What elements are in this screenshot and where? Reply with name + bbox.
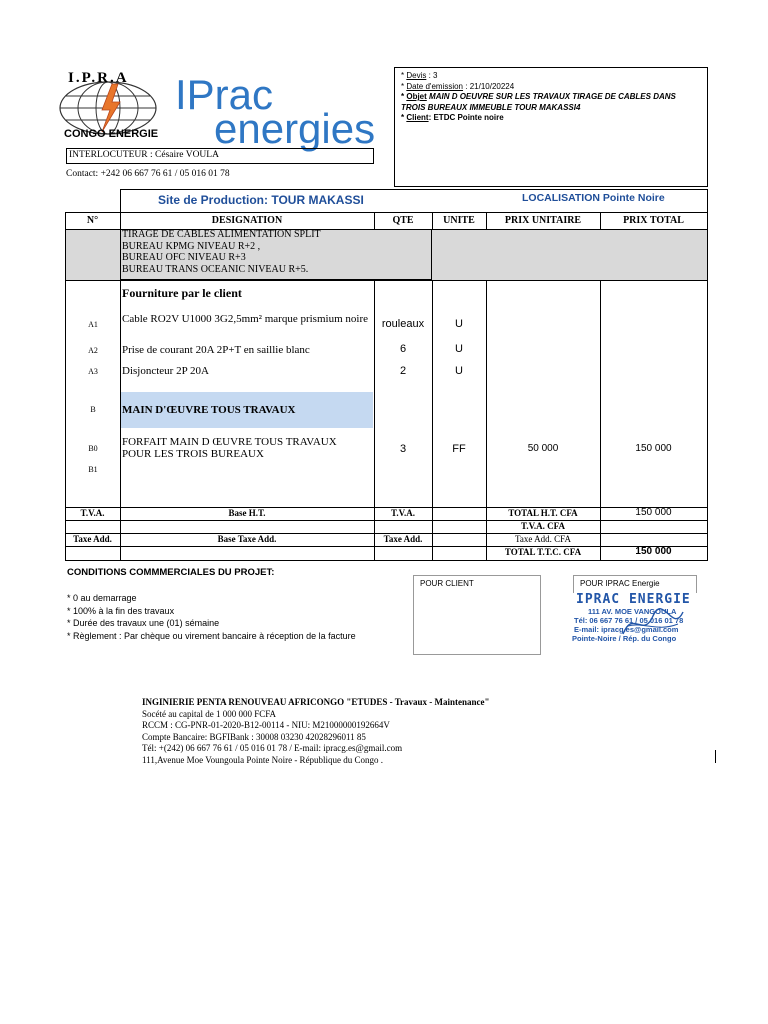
row-code: A2 <box>88 346 98 355</box>
forfait-unite: FF <box>452 443 466 455</box>
base-taxe-add-label: Base Taxe Add. <box>217 534 277 544</box>
row-code: B <box>90 405 96 414</box>
row-designation: Prise de courant 20A 2P+T en saillie blanc <box>122 344 310 356</box>
site-production-title: Site de Production: TOUR MAKASSI <box>158 193 364 207</box>
table-border-right <box>707 189 708 560</box>
base-ht-label: Base H.T. <box>228 508 266 518</box>
forfait-designation: FORFAIT MAIN D ŒUVRE TOUS TRAVAUX POUR LES TROIS BUREAUX <box>122 436 337 460</box>
table-row-line <box>65 212 708 213</box>
forfait-prix-total: 150 000 <box>635 443 672 454</box>
header-designation: DESIGNATION <box>211 215 283 226</box>
condition-item: * 100% à la fin des travaux <box>67 605 175 616</box>
total-ht-value: 150 000 <box>635 507 672 518</box>
row-unite: U <box>455 318 463 330</box>
section-b-label: MAIN D'ŒUVRE TOUS TRAVAUX <box>122 404 296 416</box>
row-unite: U <box>455 365 463 377</box>
iprac-signature-label: POUR IPRAC Energie <box>580 579 660 588</box>
row-qte: 6 <box>399 343 407 355</box>
brand-energies-text: energies <box>214 105 376 152</box>
fourniture-heading: Fourniture par le client <box>122 286 242 300</box>
row-qte: rouleaux <box>381 318 425 330</box>
forfait-qte: 3 <box>399 443 407 455</box>
brand-iprac-text: IPrac <box>175 71 274 118</box>
condition-item: * Durée des travaux une (01) sémaine <box>67 618 220 628</box>
quote-info-box <box>394 67 708 187</box>
contact-line: Contact: +242 06 667 76 61 / 05 016 01 78 <box>66 169 230 179</box>
total-ht-label: TOTAL H.T. CFA <box>508 508 578 518</box>
table-row-line <box>120 189 708 190</box>
header-unite: UNITE <box>443 215 475 226</box>
total-ttc-value: 150 000 <box>635 546 672 557</box>
date-line: * Date d'emission : 21/10/20224 <box>401 81 515 91</box>
row-code: B1 <box>88 465 98 474</box>
row-code: A3 <box>88 367 98 376</box>
condition-item: * Règlement : Par chèque ou virement bancaire à réception de la facture <box>67 630 356 641</box>
header-no: N° <box>86 215 99 226</box>
conditions-title: CONDITIONS COMMMERCIALES DU PROJET: <box>67 567 275 578</box>
row-code: B0 <box>88 444 98 453</box>
total-ttc-label: TOTAL T.T.C. CFA <box>504 547 582 557</box>
header-qte: QTE <box>392 215 414 226</box>
condition-item: * 0 au demarrage <box>67 593 137 603</box>
logo-ipra-text: I.P.R.A <box>68 70 129 86</box>
table-row-line <box>65 280 708 281</box>
logo-congo-energie-text: CONGO ENERGIE <box>64 128 159 140</box>
table-row-line <box>65 560 708 561</box>
localisation-title: LOCALISATION Pointe Noire <box>522 192 665 204</box>
signature-scribble-icon <box>618 604 688 644</box>
row-qte: 2 <box>399 365 407 377</box>
objet-line: * Objet MAIN D OEUVRE SUR LES TRAVAUX TIRAGE DE CABLES DANS TROIS BUREAUX IMMEUBLE TOUR MAKASSI4 <box>401 92 676 112</box>
tva-label: T.V.A. <box>80 508 105 518</box>
tva-label-2: T.V.A. <box>391 508 415 518</box>
text-cursor <box>715 750 716 763</box>
row-designation: Cable RO2V U1000 3G2,5mm² marque prismium noire <box>122 313 368 325</box>
company-footer: INGINIERIE PENTA RENOUVEAU AFRICONGO "ETUDES - Travaux - Maintenance" Socété au capital de 1 000 000 FCFA RCCM : CG-PNR-01-2020-B12-00114 - NIU: M21000000192664V Compte Bancaire: BGFIBank : 30008 03230 42028296011 85 Tél: +(242) 06 667 76 61 / 05 016 01 78 / E-mail: ipracg.es@gmail.com 111,Avenue Moe Voungoula Pointe Noire - République du Congo . <box>142 697 490 765</box>
forfait-prix-unitaire: 50 000 <box>527 443 559 454</box>
interlocuteur-field: INTERLOCUTEUR : Césaire VOULA <box>66 148 374 164</box>
table-row-line <box>65 520 708 521</box>
conditions-list <box>67 592 356 642</box>
client-signature-label: POUR CLIENT <box>420 579 474 588</box>
row-designation: Disjoncteur 2P 20A <box>122 365 209 377</box>
devis-line: * Devis : 3 <box>401 71 438 80</box>
header-prix-total: PRIX TOTAL <box>623 215 684 226</box>
tva-cfa-label: T.V.A. CFA <box>520 521 565 531</box>
client-line: * Client: ETDC Pointe noire <box>401 113 504 122</box>
taxe-add-label-2: Taxe Add. <box>383 534 423 544</box>
row-code: A1 <box>88 320 98 329</box>
company-stamp: IPRAC ENERGIE 111 AV. MOE VANGOULA Tél: 06 667 76 61 / 05 016 01 78 E-mail: ipracg.es@gmail.com Pointe-Noire / Rép. du Congo <box>572 592 691 643</box>
header-prix-unitaire: PRIX UNITAIRE <box>504 215 582 226</box>
iprac-signature-box <box>573 575 697 593</box>
row-unite: U <box>455 343 463 355</box>
client-signature-box <box>413 575 541 655</box>
taxe-add-cfa-label: Taxe Add. CFA <box>515 534 571 544</box>
intro-text: TIRAGE DE CABLES ALIMENTATION SPLIT BUREAU KPMG NIVEAU R+2 , BUREAU OFC NIVEAU R+3 BUREAU TRANS OCEANIC NIVEAU R+5. <box>122 229 321 275</box>
taxe-add-label: Taxe Add. <box>73 534 112 544</box>
